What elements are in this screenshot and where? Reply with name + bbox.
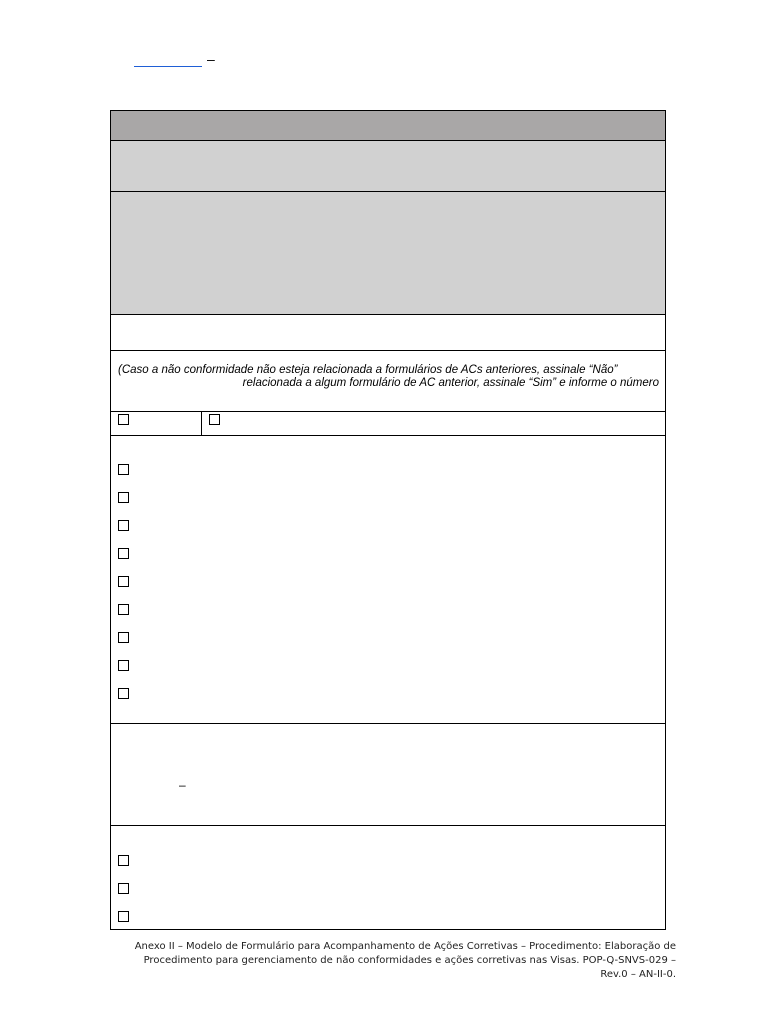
bottom-checkbox[interactable] [118, 855, 129, 866]
yes-no-row [111, 411, 665, 435]
checklist-checkbox[interactable] [118, 576, 129, 587]
checklist-checkbox[interactable] [118, 660, 129, 671]
checklist-checkbox[interactable] [118, 492, 129, 503]
bottom-checklist [111, 825, 665, 931]
middle-field-row [111, 723, 665, 825]
checklist-checkbox[interactable] [118, 548, 129, 559]
checkbox-yes[interactable] [209, 414, 220, 425]
footer-line1: Anexo II – Modelo de Formulário para Acompanhamento de Ações Corretivas – Procedimento: Elaboração de [134, 941, 676, 952]
form-header-bar [111, 111, 665, 140]
document-footer [110, 940, 676, 982]
checklist-checkbox[interactable] [118, 520, 129, 531]
header-link-underline[interactable] [134, 66, 202, 67]
checklist-checkbox[interactable] [118, 632, 129, 643]
previous-ac-note-row [111, 350, 665, 411]
cause-checklist [111, 435, 665, 723]
checklist-checkbox[interactable] [118, 604, 129, 615]
header-dash: – [207, 51, 215, 67]
previous-ac-note-line1: (Caso a não conformidade não esteja relacionada a formulários de ACs anteriores, assinale “Não” [118, 364, 618, 376]
checkbox-no[interactable] [118, 414, 129, 425]
middle-dash: – [179, 778, 186, 792]
blank-field-row [111, 314, 665, 350]
shaded-field-row [111, 140, 665, 191]
footer-line2: Procedimento para gerenciamento de não conformidades e ações corretivas nas Visas. POP-Q-SNVS-029 – [143, 955, 676, 966]
yes-no-divider [201, 412, 202, 435]
previous-ac-note-line2: relacionada a algum formulário de AC anterior, assinale “Sim” e informe o número [242, 377, 659, 389]
shaded-description-row [111, 191, 665, 314]
checklist-checkbox[interactable] [118, 464, 129, 475]
checklist-checkbox[interactable] [118, 688, 129, 699]
corrective-action-form [110, 110, 666, 930]
footer-line3: Rev.0 – AN-II-0. [600, 969, 676, 980]
bottom-checkbox[interactable] [118, 883, 129, 894]
bottom-checkbox[interactable] [118, 911, 129, 922]
